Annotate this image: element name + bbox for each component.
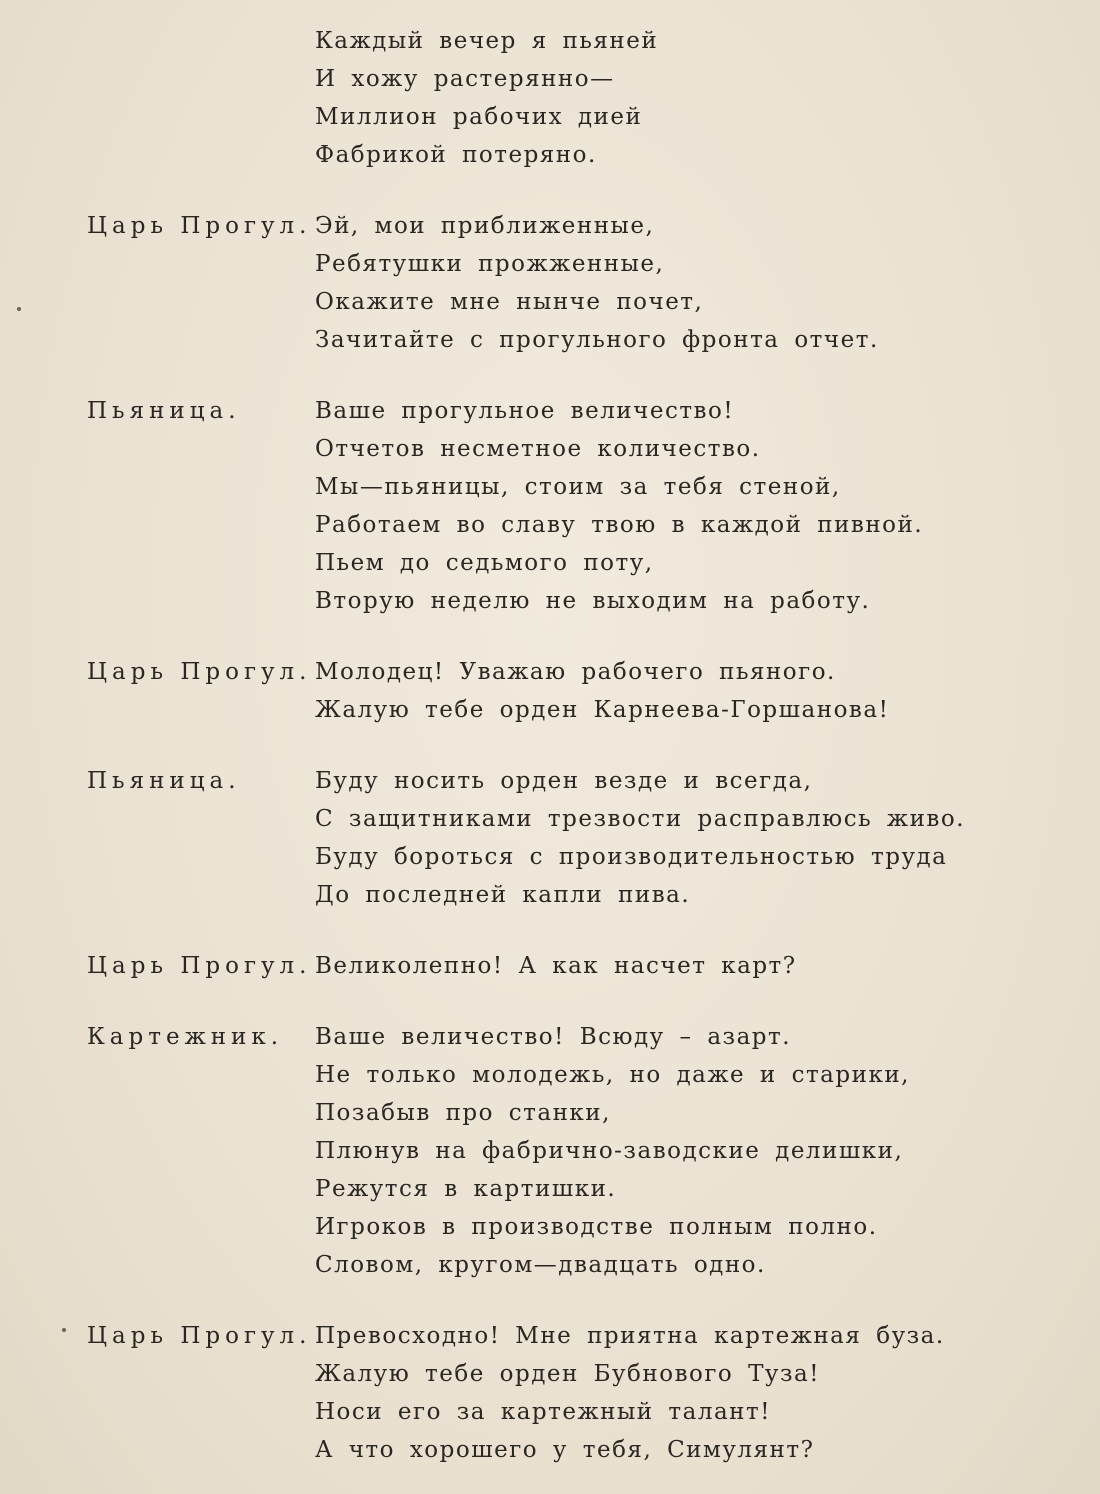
verse-line: Превосходно! Мне приятна картежная буза.	[315, 1323, 945, 1349]
dialogue-block	[0, 22, 1100, 174]
verse-line: Пьем до седьмого поту,	[315, 550, 654, 576]
verse-line: Молодец! Уважаю рабочего пьяного.	[315, 659, 836, 685]
verse-line: Работаем во славу твою в каждой пивной.	[315, 512, 924, 538]
verse-line: Позабыв про станки,	[315, 1100, 611, 1126]
verse-line: Эй, мои приближенные,	[315, 213, 655, 239]
speaker-name: Картежник.	[87, 1024, 284, 1050]
verse-line: Окажите мне нынче почет,	[315, 289, 704, 315]
verse-line: Плюнув на фабрично-заводские делишки,	[315, 1138, 904, 1164]
verse-line: Фабрикой потеряно.	[315, 142, 597, 168]
dialogue-block	[0, 1018, 1100, 1284]
speaker-name: Царь Прогул.	[87, 953, 312, 979]
verse-line: До последней капли пива.	[315, 882, 691, 908]
speaker-name: Царь Прогул.	[87, 659, 312, 685]
verse-lines	[315, 392, 1100, 620]
verse-lines	[315, 653, 1100, 729]
verse-line: А что хорошего у тебя, Симулянт?	[315, 1437, 815, 1463]
verse-line: Миллион рабочих дией	[315, 104, 643, 130]
verse-line: Буду бороться с производительностью труда	[315, 844, 948, 870]
verse-lines	[315, 947, 1100, 985]
verse-line: Каждый вечер я пьяней	[315, 28, 659, 54]
verse-line: Не только молодежь, но даже и старики,	[315, 1062, 910, 1088]
verse-line: Игроков в производстве полным полно.	[315, 1214, 878, 1240]
verse-lines	[315, 1317, 1100, 1469]
verse-lines	[315, 762, 1100, 914]
paper-speck	[17, 307, 21, 311]
verse-line: Великолепно! А как насчет карт?	[315, 953, 797, 979]
verse-line: Ваше прогульное величество!	[315, 398, 735, 424]
speaker-name: Пьяница.	[87, 768, 241, 794]
verse-line: Вторую неделю не выходим на работу.	[315, 588, 871, 614]
dialogue-block	[0, 762, 1100, 914]
speaker-name: Царь Прогул.	[87, 1323, 312, 1349]
verse-line: И хожу растерянно—	[315, 66, 615, 92]
speaker-name: Пьяница.	[87, 398, 241, 424]
page	[0, 22, 1100, 1469]
verse-line: Жалую тебе орден Карнеева-Горшанова!	[315, 697, 890, 723]
dialogue-block	[0, 947, 1100, 985]
verse-line: Носи его за картежный талант!	[315, 1399, 771, 1425]
verse-line: Ваше величество! Всюду – азарт.	[315, 1024, 792, 1050]
verse-line: Отчетов несметное количество.	[315, 436, 761, 462]
verse-line: Зачитайте с прогульного фронта отчет.	[315, 327, 879, 353]
dialogue-block	[0, 207, 1100, 359]
verse-line: С защитниками трезвости расправлюсь живо.	[315, 806, 965, 832]
dialogue-block	[0, 653, 1100, 729]
verse-line: Мы—пьяницы, стоим за тебя стеной,	[315, 474, 841, 500]
speaker-name: Царь Прогул.	[87, 213, 312, 239]
verse-lines	[315, 207, 1100, 359]
dialogue-block	[0, 1317, 1100, 1469]
verse-lines	[315, 1018, 1100, 1284]
dialogue-block	[0, 392, 1100, 620]
verse-line: Режутся в картишки.	[315, 1176, 617, 1202]
verse-line: Ребятушки прожженные,	[315, 251, 665, 277]
verse-lines	[315, 22, 1100, 174]
paper-speck	[62, 1328, 66, 1332]
verse-line: Жалую тебе орден Бубнового Туза!	[315, 1361, 820, 1387]
verse-line: Буду носить орден везде и всегда,	[315, 768, 813, 794]
verse-line: Словом, кругом—двадцать одно.	[315, 1252, 766, 1278]
